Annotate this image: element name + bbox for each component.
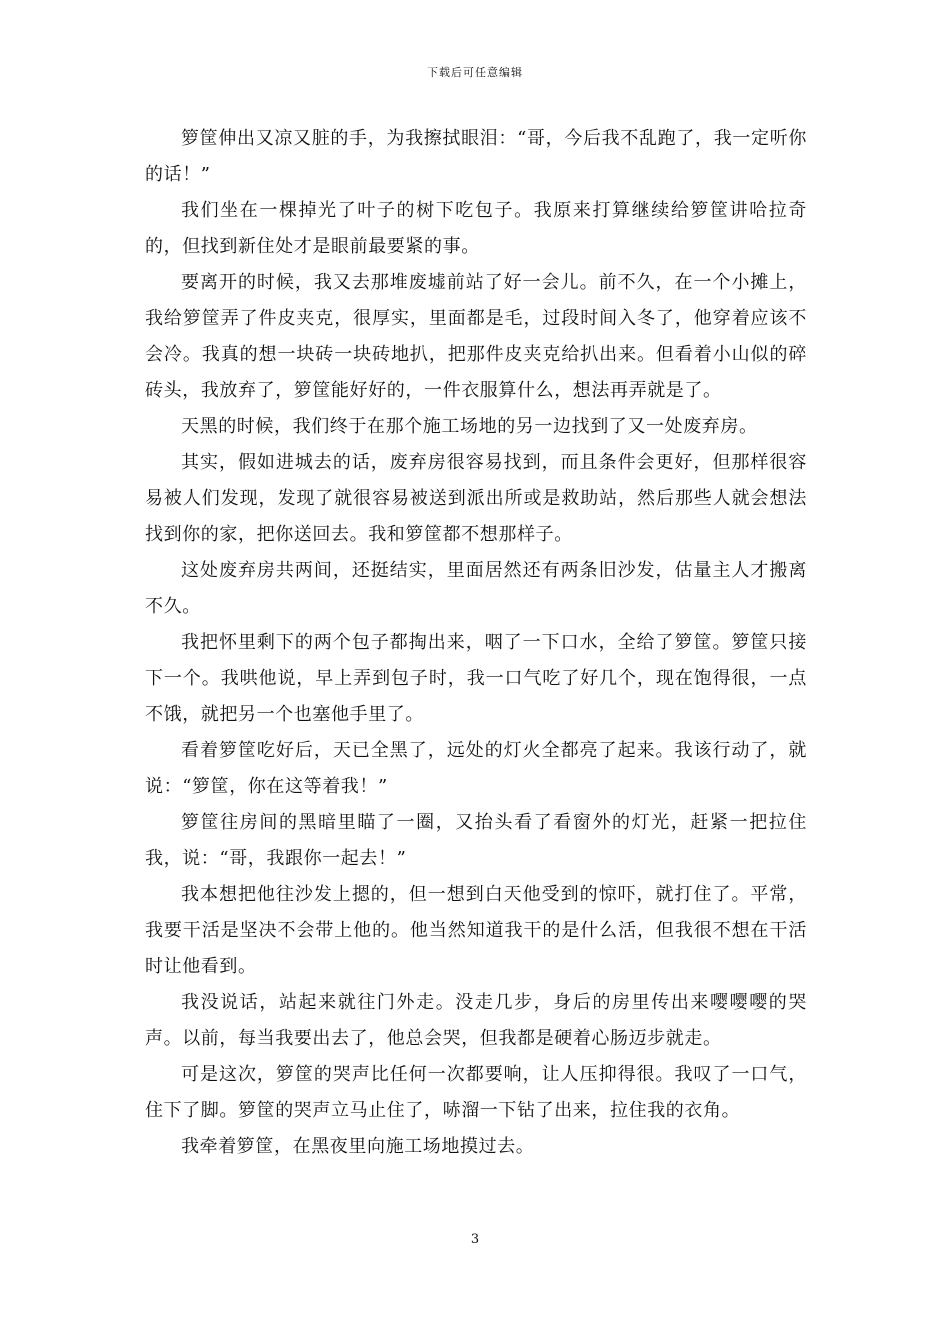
paragraph: 看着箩筐吃好后，天已全黑了，远处的灯火全都亮了起来。我该行动了，就说：“箩筐，你在这等着我！” [145,740,807,797]
paragraph: 箩筐伸出又凉又脏的手，为我擦拭眼泪：“哥，今后我不乱跑了，我一定听你的话！” [145,128,807,185]
document-body [145,121,807,1165]
paragraph: 天黑的时候，我们终于在那个施工场地的另一边找到了又一处废弃房。 [181,416,758,437]
paragraph: 我本想把他往沙发上摁的，但一想到白天他受到的惊吓，就打住了。平常，我要干活是坚决不会带上他的。他当然知道我干的是什么活，但我很不想在干活时让他看到。 [145,884,807,977]
paragraph: 我没说话，站起来就往门外走。没走几步，身后的房里传出来嘤嘤嘤的哭声。以前，每当我要出去了，他总会哭，但我都是硬着心肠迈步就走。 [145,992,807,1049]
page-number: 3 [470,1232,480,1247]
paragraph: 要离开的时候，我又去那堆废墟前站了好一会儿。前不久，在一个小摊上，我给箩筐弄了件皮夹克，很厚实，里面都是毛，过段时间入冬了，他穿着应该不会冷。我真的想一块砖一块砖地扒，把那件皮夹克给扒出来。但看着小山似的碎砖头，我放弃了，箩筐能好好的，一件衣服算什么，想法再弄就是了。 [145,272,807,401]
paragraph: 我牵着箩筐，在黑夜里向施工场地摸过去。 [181,1136,535,1157]
page-header: 下载后可任意编辑 [427,66,523,79]
paragraph: 这处废弃房共两间，还挺结实，里面居然还有两条旧沙发，估量主人才搬离不久。 [145,560,807,617]
paragraph: 箩筐往房间的黑暗里瞄了一圈，又抬头看了看窗外的灯光，赶紧一把拉住我，说：“哥，我跟你一起去！” [145,812,807,869]
paragraph: 我把怀里剩下的两个包子都掏出来，咽了一下口水，全给了箩筐。箩筐只接下一个。我哄他说，早上弄到包子时，我一口气吃了好几个，现在饱得很，一点不饿，就把另一个也塞他手里了。 [145,632,807,725]
paragraph: 可是这次，箩筐的哭声比任何一次都要响，让人压抑得很。我叹了一口气，住下了脚。箩筐的哭声立马止住了，哧溜一下钻了出来，拉住我的衣角。 [145,1064,807,1121]
paragraph: 其实，假如进城去的话，废弃房很容易找到，而且条件会更好，但那样很容易被人们发现，发现了就很容易被送到派出所或是救助站，然后那些人就会想法找到你的家，把你送回去。我和箩筐都不想那样子。 [145,452,807,545]
paragraph: 我们坐在一棵掉光了叶子的树下吃包子。我原来打算继续给箩筐讲哈拉奇的，但找到新住处才是眼前最要紧的事。 [145,200,807,257]
